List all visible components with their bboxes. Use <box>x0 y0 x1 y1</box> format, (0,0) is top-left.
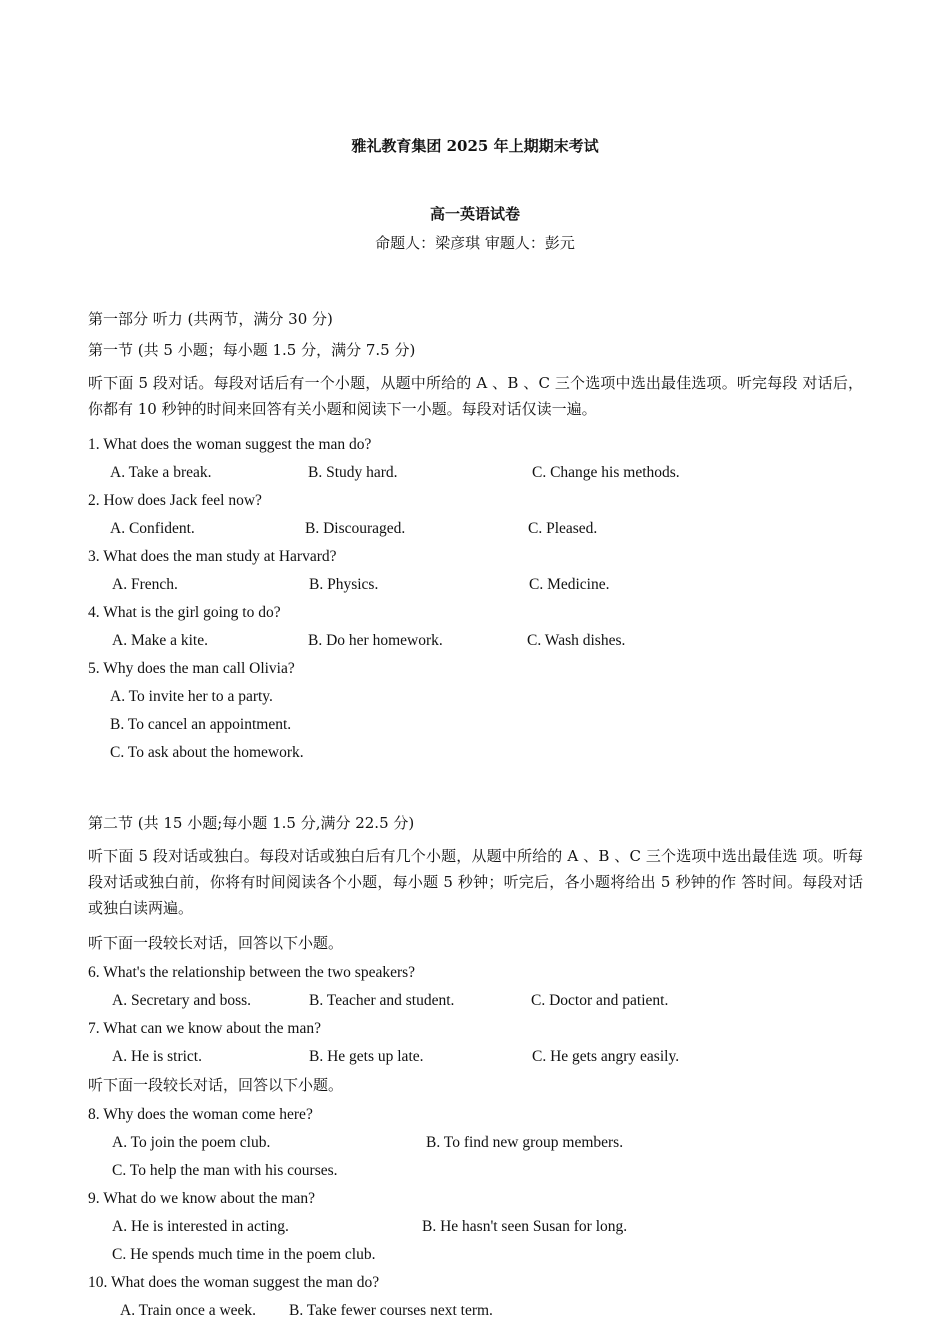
question-1-option-b: B. Study hard. <box>308 464 398 481</box>
long-dialogue-note-1: 听下面一段较长对话，回答以下小题。 <box>88 934 344 952</box>
question-9-option-a: A. He is interested in acting. <box>112 1218 289 1235</box>
question-7: 7. What can we know about the man? <box>88 1020 321 1037</box>
question-9: 9. What do we know about the man? <box>88 1190 315 1207</box>
question-8-option-a: A. To join the poem club. <box>112 1134 271 1151</box>
question-4-option-c: C. Wash dishes. <box>527 632 626 649</box>
question-10: 10. What does the woman suggest the man do? <box>88 1274 380 1291</box>
section1-heading: 第一节 (共 5 小题；每小题 1.5 分，满分 7.5 分) <box>88 341 416 359</box>
question-8-option-c: C. To help the man with his courses. <box>112 1162 338 1179</box>
question-4: 4. What is the girl going to do? <box>88 604 281 621</box>
question-5: 5. Why does the man call Olivia? <box>88 660 295 677</box>
question-6-option-b: B. Teacher and student. <box>309 992 455 1009</box>
question-3: 3. What does the man study at Harvard? <box>88 548 337 565</box>
section2-instructions: 听下面 5 段对话或独白。每段对话或独白后有几个小题，从题中所给的 A 、B 、C 三个选项中选出最佳选 项。听每段对话或独白前，你将有时间阅读各个小题，每小题 5 秒钟；听完后，各小题将给出 5 秒钟的作 答时间。每段对话或独白读两遍。 <box>88 847 863 917</box>
question-3-option-a: A. French. <box>112 576 178 593</box>
question-10-option-b: B. Take fewer courses next term. <box>289 1302 493 1319</box>
question-6-option-a: A. Secretary and boss. <box>112 992 252 1009</box>
part1-heading: 第一部分 听力 (共两节，满分 30 分) <box>88 310 333 328</box>
exam-subtitle: 高一英语试卷 <box>429 205 520 223</box>
question-8-option-b: B. To find new group members. <box>426 1134 624 1151</box>
question-4-option-b: B. Do her homework. <box>308 632 443 649</box>
question-6-option-c: C. Doctor and patient. <box>531 992 669 1009</box>
question-2-option-b: B. Discouraged. <box>305 520 406 537</box>
question-8: 8. Why does the woman come here? <box>88 1106 313 1123</box>
question-7-option-a: A. He is strict. <box>112 1048 202 1065</box>
question-3-option-c: C. Medicine. <box>529 576 610 593</box>
question-2: 2. How does Jack feel now? <box>88 492 262 509</box>
section1-instructions: 听下面 5 段对话。每段对话后有一个小题，从题中所给的 A 、B 、C 三个选项中选出最佳选项。听完每段 对话后，你都有 10 秒钟的时间来回答有关小题和阅读下一小题。每段对话仅读一遍。 <box>88 374 863 418</box>
question-2-option-a: A. Confident. <box>110 520 195 537</box>
exam-title: 雅礼教育集团 2025 年上期期末考试 <box>351 137 599 155</box>
question-1-option-a: A. Take a break. <box>110 464 212 481</box>
question-4-option-a: A. Make a kite. <box>112 632 208 649</box>
section2-heading: 第二节 (共 15 小题;每小题 1.5 分,满分 22.5 分) <box>88 814 415 832</box>
question-6: 6. What's the relationship between the two speakers? <box>88 964 416 981</box>
exam-authors: 命题人：梁彦琪 审题人：彭元 <box>375 234 575 252</box>
question-1: 1. What does the woman suggest the man do? <box>88 436 372 453</box>
question-10-option-a: A. Train once a week. <box>120 1302 257 1319</box>
question-3-option-b: B. Physics. <box>309 576 379 593</box>
question-5-option-c: C. To ask about the homework. <box>110 744 304 761</box>
long-dialogue-note-2: 听下面一段较长对话，回答以下小题。 <box>88 1076 344 1094</box>
question-7-option-c: C. He gets angry easily. <box>532 1048 680 1065</box>
question-9-option-c: C. He spends much time in the poem club. <box>112 1246 376 1263</box>
question-7-option-b: B. He gets up late. <box>309 1048 424 1065</box>
question-5-option-b: B. To cancel an appointment. <box>110 716 292 733</box>
question-2-option-c: C. Pleased. <box>528 520 598 537</box>
question-9-option-b: B. He hasn't seen Susan for long. <box>422 1218 628 1235</box>
question-1-option-c: C. Change his methods. <box>532 464 680 481</box>
question-5-option-a: A. To invite her to a party. <box>110 688 273 705</box>
